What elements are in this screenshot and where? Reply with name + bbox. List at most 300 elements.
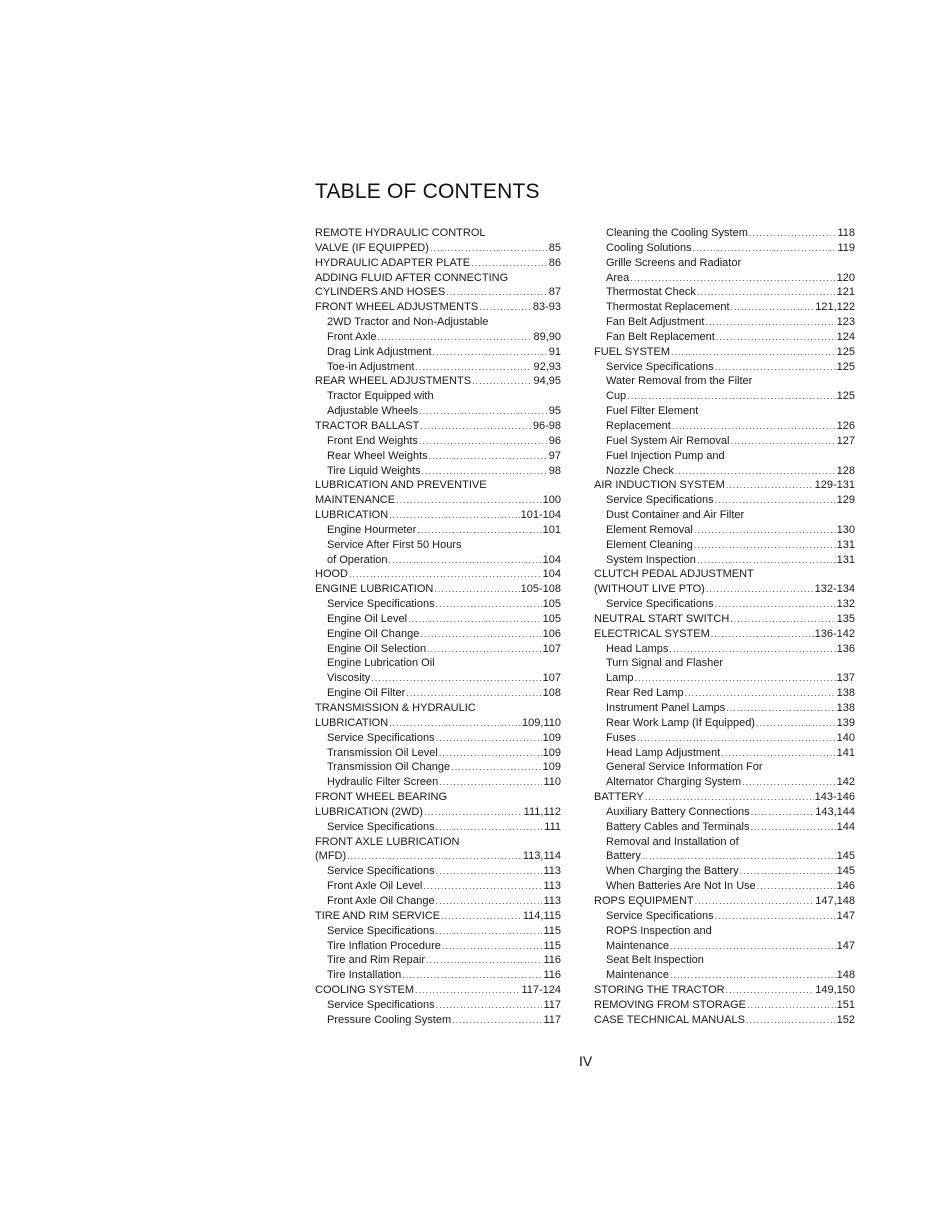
toc-page-ref: 125 — [836, 345, 855, 358]
toc-entry-title: HOOD — [315, 568, 348, 581]
dot-leader — [451, 760, 542, 775]
toc-subentry — [594, 671, 855, 686]
toc-subentry — [315, 330, 561, 345]
toc-page-ref: 143,144 — [815, 805, 855, 818]
toc-subentry — [594, 820, 855, 835]
toc-subentry — [315, 612, 561, 627]
toc-subentry — [315, 449, 561, 464]
toc-page-ref: 85 — [548, 241, 561, 254]
dot-leader — [436, 731, 542, 746]
toc-page-ref: 86 — [548, 256, 561, 269]
toc-page-ref: 147 — [836, 939, 855, 952]
toc-page-ref: 118 — [837, 227, 855, 239]
toc-entry-title: COOLING SYSTEM — [315, 984, 415, 997]
toc-entry-title: of Operation — [327, 553, 388, 566]
toc-page-ref: 97 — [548, 449, 561, 462]
toc-subentry — [315, 656, 561, 671]
dot-leader — [427, 642, 542, 657]
toc-subentry — [315, 731, 561, 746]
toc-page-ref: 131 — [836, 553, 855, 566]
toc-entry-title: NEUTRAL START SWITCH — [594, 612, 730, 625]
dot-leader — [740, 864, 836, 879]
toc-subentry — [594, 553, 855, 568]
dot-leader — [420, 419, 532, 434]
dot-leader — [406, 686, 541, 701]
toc-subentry — [594, 241, 855, 256]
dot-leader — [697, 553, 836, 568]
toc-entry-title: Water Removal from the Filter — [606, 375, 753, 388]
toc-page-ref: 109 — [542, 746, 561, 759]
toc-subentry — [315, 315, 561, 330]
toc-entry-title: Pressure Cooling System — [327, 1013, 452, 1026]
dot-leader — [675, 464, 836, 479]
dot-leader — [695, 894, 815, 909]
toc-entry-title: Tire Inflation Procedure — [327, 939, 441, 952]
toc-entry — [315, 983, 561, 998]
toc-subentry — [315, 523, 561, 538]
toc-page-ref: 143-146 — [814, 791, 855, 804]
toc-page-ref: 104 — [542, 553, 561, 566]
toc-subentry — [594, 746, 855, 761]
toc-entry-title: Service Specifications — [327, 998, 435, 1011]
dot-leader — [479, 300, 532, 315]
dot-leader — [749, 226, 837, 241]
toc-entry — [315, 300, 561, 315]
toc-entry — [594, 1013, 855, 1028]
toc-page-ref: 95 — [548, 405, 561, 418]
dot-leader — [730, 612, 835, 627]
toc-entry-title: Alternator Charging System — [606, 776, 742, 789]
toc-subentry — [594, 849, 855, 864]
dot-leader — [378, 330, 533, 345]
toc-page-ref: 116 — [543, 954, 561, 967]
toc-entry-title: Cup — [606, 390, 627, 403]
toc-entry-title: (MFD) — [315, 850, 347, 863]
dot-leader — [715, 493, 836, 508]
toc-entry-title: Service Specifications — [327, 598, 435, 611]
toc-entry — [315, 256, 561, 271]
toc-page-ref: 132 — [836, 598, 855, 611]
dot-leader — [711, 627, 814, 642]
dot-leader — [419, 434, 548, 449]
toc-entry-title: BATTERY — [594, 791, 644, 804]
toc-entry-title: Engine Oil Change — [327, 627, 420, 640]
toc-entry-title: MAINTENANCE — [315, 494, 396, 507]
toc-subentry — [315, 939, 561, 954]
toc-entry-title: ADDING FLUID AFTER CONNECTING — [315, 271, 509, 284]
dot-leader — [746, 1013, 836, 1028]
toc-entry-title: Toe-in Adjustment — [327, 360, 415, 373]
dot-leader — [715, 597, 836, 612]
toc-page-ref: 149,150 — [815, 984, 855, 997]
dot-leader — [697, 285, 836, 300]
toc-entry-title: REMOVING FROM STORAGE — [594, 998, 746, 1011]
toc-page-ref: 147,148 — [815, 894, 855, 907]
toc-subentry — [594, 953, 855, 968]
dot-leader — [419, 404, 548, 419]
toc-entry-title: LUBRICATION AND PREVENTIVE — [315, 479, 487, 492]
toc-entry-title: Head Lamps — [606, 642, 669, 655]
toc-entry-title: Hydraulic Filter Screen — [327, 776, 439, 789]
toc-page-ref: 142 — [836, 776, 855, 789]
toc-subentry — [594, 939, 855, 954]
toc-entry — [315, 805, 561, 820]
toc-subentry — [594, 686, 855, 701]
toc-page-ref: 89,90 — [533, 330, 561, 343]
toc-entry — [594, 612, 855, 627]
dot-leader — [436, 864, 543, 879]
toc-entry-title: Front Axle Oil Level — [327, 880, 423, 893]
toc-page-ref: 121,122 — [815, 301, 855, 314]
toc-entry — [315, 478, 561, 493]
toc-page-ref: 87 — [548, 286, 561, 299]
toc-subentry — [594, 701, 855, 716]
toc-page-ref: 125 — [836, 390, 855, 403]
toc-page-ref: 115 — [543, 924, 561, 937]
toc-page-ref: 116 — [543, 969, 561, 982]
toc-subentry — [315, 864, 561, 879]
dot-leader — [420, 627, 541, 642]
toc-page-ref: 107 — [542, 672, 561, 685]
toc-entry — [594, 567, 855, 582]
toc-subentry — [594, 493, 855, 508]
toc-subentry — [315, 1013, 561, 1028]
toc-page-ref: 98 — [548, 464, 561, 477]
dot-leader — [694, 538, 836, 553]
toc-page-ref: 104 — [542, 568, 561, 581]
toc-entry-title: Service Specifications — [606, 598, 714, 611]
toc-entry — [315, 374, 561, 389]
toc-page-ref: 105 — [542, 598, 561, 611]
toc-entry-title: Maintenance — [606, 939, 669, 952]
dot-leader — [672, 419, 836, 434]
toc-subentry — [594, 656, 855, 671]
dot-leader — [430, 241, 548, 256]
toc-page-ref: 152 — [836, 1013, 855, 1026]
toc-entry-title: Element Cleaning — [606, 538, 693, 551]
dot-leader — [637, 731, 836, 746]
toc-page-ref: 140 — [836, 731, 855, 744]
dot-leader — [756, 716, 836, 731]
toc-entry-title: Cleaning the Cooling System — [606, 227, 748, 239]
toc-entry-title: Service Specifications — [327, 924, 435, 937]
toc-entry-title: ROPS EQUIPMENT — [594, 894, 694, 907]
toc-page-ref: 148 — [836, 969, 855, 982]
toc-entry-title: Service Specifications — [327, 865, 435, 878]
toc-subentry — [594, 434, 855, 449]
page-title: TABLE OF CONTENTS — [315, 180, 540, 203]
toc-entry-title: Tire and Rim Repair — [327, 954, 426, 967]
toc-entry-title: REAR WHEEL ADJUSTMENTS — [315, 375, 472, 388]
dot-leader — [706, 582, 814, 597]
toc-page-ref: 139 — [836, 716, 855, 729]
dot-leader — [669, 642, 835, 657]
toc-page-ref: 113 — [543, 880, 561, 893]
toc-subentry — [315, 953, 561, 968]
dot-leader — [436, 820, 544, 835]
toc-subentry — [594, 285, 855, 300]
toc-page-ref: 109 — [542, 761, 561, 774]
toc-page-ref: 126 — [836, 419, 855, 432]
dot-leader — [670, 939, 836, 954]
dot-leader — [436, 998, 543, 1013]
toc-page-ref: 120 — [836, 271, 855, 284]
dot-leader — [439, 746, 542, 761]
toc-page-ref: 117 — [543, 1013, 561, 1026]
toc-subentry — [315, 360, 561, 375]
toc-page-ref: 145 — [836, 850, 855, 863]
dot-leader — [442, 939, 543, 954]
toc-entry — [594, 582, 855, 597]
toc-page-ref: 129-131 — [814, 479, 855, 492]
dot-leader — [716, 330, 836, 345]
toc-entry-title: Tire Installation — [327, 969, 402, 982]
toc-subentry — [315, 671, 561, 686]
toc-entry — [315, 508, 561, 523]
toc-entry-title: Rear Wheel Weights — [327, 449, 428, 462]
toc-subentry — [315, 879, 561, 894]
dot-leader — [726, 701, 835, 716]
toc-entry-title: ROPS Inspection and — [606, 924, 712, 937]
dot-leader — [408, 612, 542, 627]
toc-page-ref: 96-98 — [532, 419, 561, 432]
toc-subentry — [315, 389, 561, 404]
toc-subentry — [315, 968, 561, 983]
dot-leader — [726, 478, 814, 493]
dot-leader — [436, 924, 543, 939]
toc-subentry — [594, 449, 855, 464]
dot-leader — [389, 553, 542, 568]
toc-entry — [315, 419, 561, 434]
dot-leader — [424, 805, 523, 820]
toc-entry-title: Removal and Installation of — [606, 835, 739, 848]
dot-leader — [371, 671, 541, 686]
toc-page-ref: 117-124 — [521, 984, 561, 997]
toc-entry-title: Engine Lubrication Oil — [327, 657, 435, 670]
toc-page-ref: 141 — [836, 746, 855, 759]
toc-page-ref: 114,115 — [522, 909, 561, 922]
toc-entry — [594, 894, 855, 909]
dot-leader — [417, 523, 541, 538]
toc-subentry — [594, 360, 855, 375]
toc-entry-title: Thermostat Replacement — [606, 301, 730, 314]
toc-page-ref: 111,112 — [523, 805, 561, 818]
dot-leader — [693, 241, 837, 256]
toc-entry — [315, 285, 561, 300]
dot-leader — [389, 508, 519, 523]
toc-page-ref: 119 — [837, 241, 855, 254]
toc-subentry — [315, 760, 561, 775]
toc-page-ref: 137 — [836, 672, 855, 685]
toc-page-ref: 121 — [836, 286, 855, 299]
toc-entry-title: When Batteries Are Not In Use — [606, 880, 756, 893]
toc-subentry — [315, 686, 561, 701]
toc-page-ref: 138 — [836, 702, 855, 714]
toc-entry-title: AIR INDUCTION SYSTEM — [594, 479, 725, 492]
toc-page-ref: 147 — [836, 909, 855, 922]
toc-page-ref: 125 — [836, 360, 855, 373]
dot-leader — [347, 849, 522, 864]
toc-entry-title: TRANSMISSION & HYDRAULIC — [315, 702, 476, 714]
toc-entry-title: Replacement — [606, 419, 671, 432]
dot-leader — [436, 597, 542, 612]
toc-entry-title: Viscosity — [327, 672, 371, 685]
toc-entry-title: CASE TECHNICAL MANUALS — [594, 1013, 745, 1026]
toc-subentry — [315, 464, 561, 479]
toc-entry-title: LUBRICATION — [315, 509, 389, 522]
toc-entry — [315, 226, 561, 241]
toc-entry-title: Adjustable Wheels — [327, 405, 419, 418]
toc-entry-title: Service Specifications — [606, 909, 714, 922]
toc-entry — [315, 849, 561, 864]
toc-entry-title: Maintenance — [606, 969, 669, 982]
toc-entry — [594, 983, 855, 998]
dot-leader — [705, 315, 835, 330]
toc-entry-title: CYLINDERS AND HOSES — [315, 286, 446, 299]
toc-entry-title: Service Specifications — [327, 820, 435, 833]
toc-page-ref: 109 — [542, 731, 561, 744]
dot-leader — [441, 909, 522, 924]
toc-entry-title: LUBRICATION — [315, 716, 389, 729]
toc-page-ref: 109,110 — [522, 716, 561, 729]
toc-entry-title: HYDRAULIC ADAPTER PLATE — [315, 256, 471, 269]
toc-page-ref: 132-134 — [814, 583, 855, 596]
toc-subentry — [315, 538, 561, 553]
toc-page-ref: 123 — [836, 316, 855, 329]
toc-subentry — [594, 805, 855, 820]
dot-leader — [670, 968, 836, 983]
dot-leader — [415, 360, 532, 375]
toc-page-ref: 146 — [836, 880, 855, 893]
toc-subentry — [594, 508, 855, 523]
toc-entry-title: Fuel Filter Element — [606, 405, 699, 418]
dot-leader — [715, 360, 836, 375]
toc-entry-title: REMOTE HYDRAULIC CONTROL — [315, 227, 486, 239]
toc-entry-title: Tire Liquid Weights — [327, 464, 421, 477]
toc-subentry — [594, 924, 855, 939]
dot-leader — [730, 434, 835, 449]
toc-page-ref: 94,95 — [533, 375, 561, 388]
toc-page-ref: 101 — [542, 523, 561, 536]
toc-page-ref: 117 — [543, 998, 561, 1011]
toc-entry — [315, 271, 561, 286]
toc-entry — [315, 909, 561, 924]
dot-leader — [436, 894, 543, 909]
toc-page-ref: 151 — [836, 998, 855, 1011]
toc-subentry — [315, 746, 561, 761]
toc-entry-title: Battery Cables and Terminals — [606, 820, 750, 833]
toc-entry-title: Rear Work Lamp (If Equipped) — [606, 716, 755, 729]
toc-page-ref: 115 — [543, 939, 561, 952]
dot-leader — [645, 790, 814, 805]
toc-subentry — [594, 300, 855, 315]
toc-entry-title: STORING THE TRACTOR — [594, 984, 725, 997]
toc-subentry — [594, 271, 855, 286]
toc-page-ref: 105-108 — [520, 583, 561, 596]
toc-entry-title: Service Specifications — [606, 494, 714, 507]
toc-entry-title: Cooling Solutions — [606, 241, 692, 254]
toc-entry-title: LUBRICATION (2WD) — [315, 805, 423, 818]
toc-entry-title: Nozzle Check — [606, 464, 674, 477]
toc-subentry — [315, 345, 561, 360]
toc-page-ref: 145 — [836, 865, 855, 878]
toc-entry-title: Turn Signal and Flasher — [606, 657, 723, 670]
toc-page-ref: 136 — [836, 642, 855, 655]
toc-entry-title: Rear Red Lamp — [606, 687, 684, 700]
dot-leader — [423, 879, 542, 894]
toc-entry-title: Fan Belt Replacement — [606, 330, 715, 343]
toc-entry-title: FUEL SYSTEM — [594, 345, 670, 358]
dot-leader — [446, 285, 548, 300]
toc-page-ref: 136-142 — [814, 627, 855, 640]
dot-leader — [434, 582, 519, 597]
toc-entry-title: Instrument Panel Lamps — [606, 702, 726, 714]
toc-subentry — [594, 968, 855, 983]
dot-leader — [471, 256, 548, 271]
toc-entry — [315, 790, 561, 805]
toc-subentry — [594, 864, 855, 879]
toc-entry-title: Fuses — [606, 731, 636, 744]
dot-leader — [751, 805, 815, 820]
toc-entry-title: ELECTRICAL SYSTEM — [594, 627, 710, 640]
toc-subentry — [594, 538, 855, 553]
toc-subentry — [315, 894, 561, 909]
toc-entry — [315, 582, 561, 597]
toc-entry — [315, 701, 561, 716]
dot-leader — [635, 671, 836, 686]
toc-page-ref: 144 — [836, 820, 855, 833]
toc-entry-title: VALVE (IF EQUIPPED) — [315, 241, 429, 254]
toc-entry — [594, 478, 855, 493]
toc-page-ref: 131 — [836, 538, 855, 551]
toc-page-ref: 101-104 — [520, 509, 561, 522]
toc-subentry — [315, 998, 561, 1013]
toc-page-ref: 110 — [543, 776, 561, 789]
toc-page-ref: 130 — [836, 523, 855, 536]
toc-subentry — [594, 731, 855, 746]
toc-page-ref: 92,93 — [533, 360, 561, 373]
toc-entry-title: Grille Screens and Radiator — [606, 256, 742, 269]
toc-entry-title: Transmission Oil Change — [327, 761, 451, 774]
toc-entry-title: Lamp — [606, 672, 634, 685]
dot-leader — [731, 300, 815, 315]
toc-entry — [594, 790, 855, 805]
toc-entry-title: (WITHOUT LIVE PTO) — [594, 583, 705, 596]
dot-leader — [415, 983, 520, 998]
toc-entry-title: Engine Oil Selection — [327, 642, 427, 655]
toc-page-ref: 135 — [836, 612, 855, 625]
toc-page-ref: 108 — [542, 687, 561, 700]
dot-leader — [349, 567, 542, 582]
toc-page-ref: 128 — [836, 464, 855, 477]
toc-entry-title: TRACTOR BALLAST — [315, 419, 420, 432]
dot-leader — [742, 775, 836, 790]
page-number: IV — [579, 1053, 593, 1069]
toc-entry-title: Fuel Injection Pump and — [606, 449, 725, 462]
toc-entry — [315, 716, 561, 731]
toc-entry-title: Front End Weights — [327, 434, 418, 447]
dot-leader — [439, 775, 542, 790]
toc-page-ref: 91 — [548, 345, 561, 358]
toc-entry-title: CLUTCH PEDAL ADJUSTMENT — [594, 568, 754, 581]
dot-leader — [627, 389, 835, 404]
toc-subentry — [594, 389, 855, 404]
toc-entry-title: Engine Oil Filter — [327, 687, 406, 700]
toc-entry-title: Service Specifications — [327, 731, 435, 744]
toc-entry-title: Service Specifications — [606, 360, 714, 373]
toc-subentry — [594, 597, 855, 612]
dot-leader — [452, 1013, 542, 1028]
